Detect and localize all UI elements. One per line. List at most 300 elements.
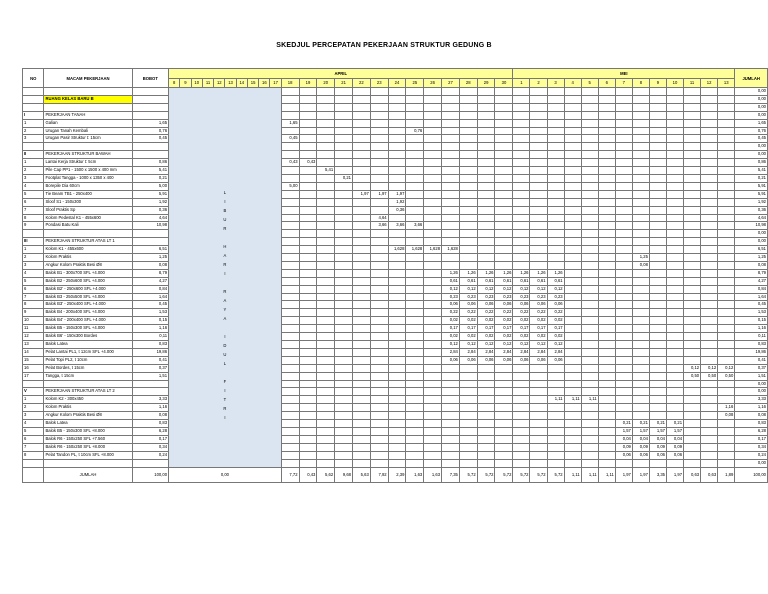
schedule-cell: [281, 230, 299, 238]
schedule-cell: [442, 190, 460, 198]
schedule-cell: [424, 309, 442, 317]
schedule-cell: 1,57: [632, 427, 649, 435]
holiday-letter: I: [224, 415, 226, 420]
schedule-cell: [317, 293, 335, 301]
schedule-cell: [281, 348, 299, 356]
schedule-cell: [547, 103, 564, 111]
row-bobot: 1,92: [132, 198, 169, 206]
row-bobot: 0,83: [132, 420, 169, 428]
schedule-cell: [406, 325, 424, 333]
header-no: NO: [23, 69, 44, 88]
schedule-cell: [370, 198, 388, 206]
day-header: 26: [424, 79, 442, 88]
schedule-cell: [281, 167, 299, 175]
schedule-cell: [649, 388, 666, 396]
schedule-cell: [317, 95, 335, 103]
row-no: 4: [23, 182, 44, 190]
schedule-cell: [701, 111, 718, 119]
schedule-cell: [598, 174, 615, 182]
row-jumlah: 0,24: [735, 451, 768, 459]
schedule-cell: [317, 309, 335, 317]
schedule-cell: [442, 214, 460, 222]
holiday-letter: U: [223, 217, 227, 222]
schedule-cell: [281, 380, 299, 388]
total-cell: 1,11: [598, 467, 615, 482]
schedule-cell: [352, 182, 370, 190]
schedule-cell: [581, 412, 598, 420]
schedule-cell: [495, 206, 513, 214]
schedule-cell: 0,12: [495, 341, 513, 349]
row-jumlah: 0,08: [735, 261, 768, 269]
row-jumlah: 0,00: [735, 95, 768, 103]
schedule-cell: [649, 404, 666, 412]
schedule-cell: [598, 277, 615, 285]
schedule-cell: 0,02: [477, 317, 495, 325]
schedule-cell: 1,57: [615, 427, 632, 435]
schedule-cell: 0,17: [442, 325, 460, 333]
schedule-cell: [615, 95, 632, 103]
day-header: 10: [191, 79, 202, 88]
schedule-cell: [317, 238, 335, 246]
schedule-cell: [317, 380, 335, 388]
schedule-cell: 0,43: [299, 159, 317, 167]
schedule-cell: [370, 293, 388, 301]
day-header: 23: [370, 79, 388, 88]
schedule-cell: [424, 159, 442, 167]
schedule-cell: [718, 88, 735, 96]
schedule-cell: [684, 111, 701, 119]
schedule-cell: [598, 451, 615, 459]
schedule-cell: [352, 230, 370, 238]
schedule-cell: [581, 119, 598, 127]
schedule-cell: 1,11: [547, 396, 564, 404]
schedule-cell: [281, 190, 299, 198]
schedule-cell: [666, 88, 683, 96]
row-description: Tie Beam TB1 - 250x400: [44, 190, 132, 198]
schedule-cell: [615, 167, 632, 175]
schedule-cell: [495, 238, 513, 246]
schedule-cell: 0,06: [666, 451, 683, 459]
schedule-cell: [547, 119, 564, 127]
schedule-cell: [632, 167, 649, 175]
schedule-cell: [547, 261, 564, 269]
row-jumlah: 0,00: [735, 111, 768, 119]
schedule-cell: [684, 333, 701, 341]
schedule-cell: [598, 238, 615, 246]
table-row: [23, 356, 768, 364]
schedule-cell: [317, 190, 335, 198]
total-cell: 5,72: [513, 467, 530, 482]
header-mei: MEI: [513, 69, 735, 79]
schedule-cell: [406, 230, 424, 238]
schedule-cell: [281, 103, 299, 111]
schedule-cell: [649, 372, 666, 380]
schedule-cell: [495, 103, 513, 111]
schedule-cell: [352, 420, 370, 428]
schedule-cell: [666, 119, 683, 127]
schedule-cell: [513, 119, 530, 127]
schedule-cell: [299, 238, 317, 246]
schedule-cell: [718, 222, 735, 230]
total-cell: 0,43: [299, 467, 317, 482]
schedule-cell: [564, 103, 581, 111]
schedule-cell: [281, 88, 299, 96]
row-no: 1: [23, 119, 44, 127]
schedule-cell: [299, 404, 317, 412]
row-no: 3: [23, 174, 44, 182]
schedule-cell: [530, 412, 547, 420]
schedule-cell: [317, 435, 335, 443]
row-description: RUANG KELAS BARU B: [44, 95, 132, 103]
schedule-cell: [317, 427, 335, 435]
schedule-cell: [299, 356, 317, 364]
schedule-cell: [718, 427, 735, 435]
schedule-cell: [632, 333, 649, 341]
schedule-cell: [281, 111, 299, 119]
schedule-cell: [598, 143, 615, 151]
schedule-cell: [335, 325, 353, 333]
schedule-cell: [495, 459, 513, 467]
row-no: 16: [23, 364, 44, 372]
row-bobot: 10,98: [132, 222, 169, 230]
schedule-cell: [317, 388, 335, 396]
table-row: [23, 372, 768, 380]
schedule-cell: [718, 111, 735, 119]
schedule-cell: [442, 427, 460, 435]
schedule-cell: [477, 412, 495, 420]
schedule-cell: [684, 277, 701, 285]
schedule-cell: [477, 238, 495, 246]
schedule-cell: [547, 246, 564, 254]
schedule-cell: [684, 388, 701, 396]
schedule-cell: [598, 348, 615, 356]
schedule-cell: [530, 380, 547, 388]
schedule-cell: [666, 254, 683, 262]
schedule-cell: [718, 317, 735, 325]
row-description: [44, 230, 132, 238]
day-header: 14: [236, 79, 247, 88]
schedule-cell: [388, 238, 406, 246]
schedule-cell: [370, 285, 388, 293]
schedule-cell: [718, 333, 735, 341]
schedule-cell: [317, 459, 335, 467]
schedule-cell: [615, 348, 632, 356]
holiday-letter: D: [223, 343, 227, 348]
schedule-cell: [598, 230, 615, 238]
row-jumlah: 1,92: [735, 198, 768, 206]
schedule-cell: [370, 95, 388, 103]
schedule-cell: 0,12: [477, 341, 495, 349]
schedule-cell: [615, 174, 632, 182]
schedule-cell: [615, 388, 632, 396]
schedule-cell: [649, 261, 666, 269]
schedule-cell: [370, 356, 388, 364]
table-row: [23, 214, 768, 222]
row-bobot: 5,41: [132, 167, 169, 175]
schedule-cell: [701, 151, 718, 159]
schedule-cell: [477, 372, 495, 380]
table-row: [23, 261, 768, 269]
schedule-cell: [281, 412, 299, 420]
schedule-cell: [581, 103, 598, 111]
table-row: [23, 317, 768, 325]
schedule-cell: [649, 317, 666, 325]
row-no: 3: [23, 135, 44, 143]
row-jumlah: 1,65: [735, 119, 768, 127]
schedule-cell: [495, 198, 513, 206]
schedule-cell: [666, 404, 683, 412]
schedule-cell: [513, 412, 530, 420]
schedule-cell: [581, 230, 598, 238]
schedule-cell: [701, 356, 718, 364]
schedule-cell: [406, 301, 424, 309]
schedule-cell: [701, 159, 718, 167]
schedule-cell: [513, 143, 530, 151]
schedule-cell: [666, 246, 683, 254]
schedule-cell: [701, 309, 718, 317]
schedule-cell: [477, 380, 495, 388]
schedule-cell: [632, 293, 649, 301]
schedule-cell: [684, 167, 701, 175]
header-april: APRIL: [169, 69, 513, 79]
schedule-cell: [701, 230, 718, 238]
schedule-cell: [581, 317, 598, 325]
schedule-cell: [701, 127, 718, 135]
schedule-cell: [530, 435, 547, 443]
schedule-cell: [424, 95, 442, 103]
schedule-cell: [547, 135, 564, 143]
schedule-cell: [317, 151, 335, 159]
schedule-cell: [281, 285, 299, 293]
schedule-cell: [701, 214, 718, 222]
schedule-cell: [530, 174, 547, 182]
schedule-cell: [459, 451, 477, 459]
day-header: 12: [214, 79, 225, 88]
schedule-cell: 1,26: [547, 269, 564, 277]
schedule-cell: [370, 301, 388, 309]
schedule-cell: [649, 325, 666, 333]
row-no: [23, 380, 44, 388]
schedule-cell: [442, 111, 460, 119]
schedule-cell: [666, 301, 683, 309]
schedule-cell: [718, 230, 735, 238]
schedule-cell: [317, 269, 335, 277]
schedule-cell: [442, 261, 460, 269]
schedule-cell: 2,84: [547, 348, 564, 356]
day-header: 15: [247, 79, 258, 88]
row-bobot: 1,16: [132, 404, 169, 412]
schedule-cell: [335, 420, 353, 428]
schedule-cell: [513, 451, 530, 459]
header-bobot: BOBOT: [132, 69, 169, 88]
schedule-cell: [684, 127, 701, 135]
row-no: 8: [23, 451, 44, 459]
schedule-cell: 1,26: [442, 269, 460, 277]
schedule-cell: [406, 451, 424, 459]
row-jumlah: 0,86: [735, 159, 768, 167]
schedule-cell: 1,26: [495, 269, 513, 277]
schedule-cell: [352, 412, 370, 420]
table-row: [23, 285, 768, 293]
row-jumlah: 0,08: [735, 412, 768, 420]
table-row: [23, 420, 768, 428]
schedule-cell: [317, 143, 335, 151]
schedule-cell: [388, 182, 406, 190]
schedule-cell: [495, 174, 513, 182]
schedule-cell: [388, 396, 406, 404]
schedule-cell: [388, 95, 406, 103]
schedule-cell: [564, 214, 581, 222]
schedule-cell: [281, 427, 299, 435]
schedule-cell: [406, 111, 424, 119]
total-cell: 5,72: [530, 467, 547, 482]
schedule-cell: [547, 127, 564, 135]
schedule-cell: [649, 459, 666, 467]
schedule-cell: 0,12: [547, 285, 564, 293]
row-jumlah: 4,27: [735, 277, 768, 285]
schedule-cell: [530, 238, 547, 246]
schedule-cell: [632, 127, 649, 135]
schedule-cell: [581, 159, 598, 167]
schedule-cell: [564, 435, 581, 443]
schedule-cell: 0,06: [495, 356, 513, 364]
row-bobot: 6,28: [132, 427, 169, 435]
schedule-cell: [370, 325, 388, 333]
row-description: Pelat Tandon PL, t 10cm SFL +8.000: [44, 451, 132, 459]
holiday-letter: [170, 278, 280, 287]
table-row: [23, 333, 768, 341]
schedule-cell: [547, 159, 564, 167]
table-row: [23, 167, 768, 175]
schedule-cell: [299, 167, 317, 175]
schedule-cell: [564, 451, 581, 459]
holiday-letter: F: [223, 379, 227, 384]
schedule-cell: [718, 95, 735, 103]
schedule-cell: [564, 159, 581, 167]
schedule-cell: [581, 182, 598, 190]
schedule-cell: [299, 301, 317, 309]
row-no: 7: [23, 293, 44, 301]
schedule-cell: 0,06: [477, 356, 495, 364]
schedule-cell: [615, 285, 632, 293]
schedule-cell: [513, 182, 530, 190]
schedule-cell: [632, 269, 649, 277]
schedule-cell: [547, 372, 564, 380]
schedule-cell: 0,06: [442, 356, 460, 364]
table-row: [23, 182, 768, 190]
schedule-cell: [684, 119, 701, 127]
schedule-cell: [666, 151, 683, 159]
day-header: 11: [684, 79, 701, 88]
schedule-cell: [281, 364, 299, 372]
day-header: 20: [317, 79, 335, 88]
schedule-cell: [649, 309, 666, 317]
schedule-cell: [406, 119, 424, 127]
schedule-cell: 0,61: [459, 277, 477, 285]
schedule-cell: [684, 88, 701, 96]
schedule-cell: [477, 364, 495, 372]
schedule-cell: [442, 167, 460, 175]
schedule-cell: [581, 214, 598, 222]
schedule-cell: [495, 151, 513, 159]
schedule-cell: [299, 269, 317, 277]
total-cell: 9,68: [335, 467, 353, 482]
schedule-cell: [424, 88, 442, 96]
schedule-cell: [442, 380, 460, 388]
schedule-cell: [459, 435, 477, 443]
schedule-cell: [701, 293, 718, 301]
schedule-cell: [718, 285, 735, 293]
schedule-cell: [281, 206, 299, 214]
schedule-cell: [684, 427, 701, 435]
schedule-cell: [615, 301, 632, 309]
schedule-cell: [564, 254, 581, 262]
schedule-cell: [406, 420, 424, 428]
schedule-cell: [581, 111, 598, 119]
schedule-cell: 0,50: [684, 372, 701, 380]
schedule-cell: [598, 269, 615, 277]
schedule-cell: [684, 135, 701, 143]
table-row: [23, 364, 768, 372]
schedule-cell: [495, 167, 513, 175]
schedule-cell: [406, 388, 424, 396]
schedule-cell: [684, 412, 701, 420]
schedule-cell: [701, 88, 718, 96]
schedule-cell: [370, 348, 388, 356]
schedule-cell: [530, 167, 547, 175]
row-no: 1: [23, 246, 44, 254]
row-no: 2: [23, 167, 44, 175]
schedule-cell: [477, 443, 495, 451]
schedule-cell: [352, 285, 370, 293]
schedule-cell: [317, 364, 335, 372]
schedule-cell: [335, 167, 353, 175]
schedule-cell: [299, 317, 317, 325]
schedule-cell: [317, 372, 335, 380]
schedule-cell: [684, 238, 701, 246]
schedule-cell: [299, 364, 317, 372]
schedule-cell: [513, 396, 530, 404]
row-description: PEKERJAAN STRUKTUR ATAS LT 1: [44, 238, 132, 246]
row-description: Pile Cap PP1 - 1500 x 1500 x 400 mm: [44, 167, 132, 175]
schedule-cell: 0,02: [459, 317, 477, 325]
row-no: [23, 88, 44, 96]
schedule-cell: [495, 127, 513, 135]
schedule-cell: 0,21: [666, 420, 683, 428]
schedule-cell: [581, 435, 598, 443]
row-jumlah: 3,33: [735, 396, 768, 404]
schedule-cell: [513, 380, 530, 388]
row-description: Balok Latea: [44, 341, 132, 349]
row-jumlah: 1,16: [735, 325, 768, 333]
schedule-cell: [335, 293, 353, 301]
schedule-cell: [459, 95, 477, 103]
schedule-cell: [598, 222, 615, 230]
schedule-cell: [442, 443, 460, 451]
schedule-cell: [459, 412, 477, 420]
schedule-cell: [495, 372, 513, 380]
row-jumlah: 0,00: [735, 459, 768, 467]
row-bobot: 1,25: [132, 254, 169, 262]
total-cell: 1,63: [424, 467, 442, 482]
schedule-cell: [459, 127, 477, 135]
schedule-cell: [581, 459, 598, 467]
schedule-cell: [701, 451, 718, 459]
schedule-cell: [495, 261, 513, 269]
schedule-cell: 0,06: [495, 301, 513, 309]
schedule-cell: [718, 151, 735, 159]
schedule-cell: [513, 174, 530, 182]
